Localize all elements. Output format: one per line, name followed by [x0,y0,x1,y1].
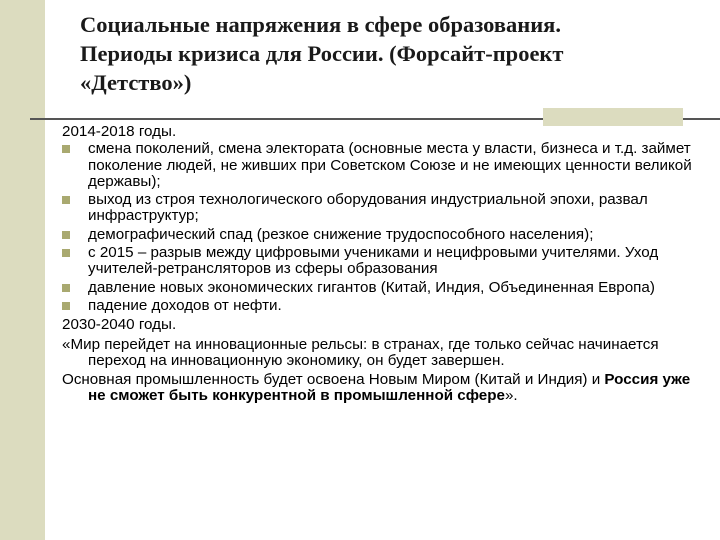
list-item [62,298,702,314]
list-item-text: смена поколений, смена электората (основные места у власти, бизнеса и т.д. займет поколение людей, не живших при Советском Союзе и не имеющих ценности великой державы); [88,140,692,190]
square-bullet-icon [62,196,70,204]
list-item-text: с 2015 – разрыв между цифровыми учениками и нецифровыми учителями. Уход учителей-ретрансляторов из сферы образования [88,244,659,278]
industry-text-bold: Россия уже не сможет быть конкурентной в промышленной сфере [88,371,691,405]
list-item [62,192,702,225]
square-bullet-icon [62,249,70,257]
title-line-2: Периоды кризиса для России. (Форсайт-проект [80,41,564,66]
slide-title [80,10,680,97]
title-line-1: Социальные напряжения в сфере образования. [80,12,561,37]
list-item [62,245,702,278]
period-heading-2014: 2014-2018 годы. [62,123,177,140]
period-heading-2030: 2030-2040 годы. [62,316,177,334]
list-item-text: давление новых экономических гигантов (Китай, Индия, Объединенная Европа) [88,278,655,296]
forecast-quote: «Мир перейдет на инновационные рельсы: в странах, где только сейчас начинается переход на инновационную экономику, он будет завершен. [62,335,659,369]
square-bullet-icon [62,284,70,292]
period-2014-list [62,141,702,314]
list-item [62,280,702,296]
square-bullet-icon [62,302,70,310]
left-accent-bar [0,0,45,540]
industry-paragraph [62,372,702,405]
square-bullet-icon [62,231,70,239]
industry-text-start: Основная промышленность будет освоена Новым Миром (Китай и Индия) и [62,371,605,389]
list-item-text: падение доходов от нефти. [88,296,282,314]
title-line-3: «Детство») [80,70,192,95]
square-bullet-icon [62,145,70,153]
list-item-text: выход из строя технологического оборудования индустриальной эпохи, развал инфраструктур; [88,191,648,225]
list-item-text: демографический спад (резкое снижение трудоспособного населения); [88,225,594,243]
list-item [62,227,702,243]
slide-content [62,124,702,405]
industry-text-end: ». [504,387,518,405]
list-item [62,141,702,190]
